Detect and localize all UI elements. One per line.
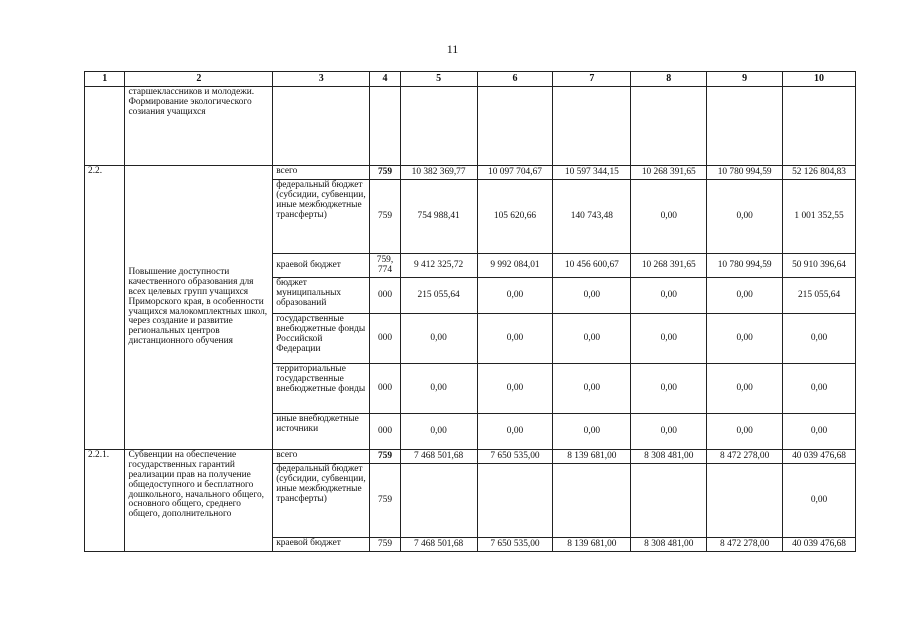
value-col-8: 10 268 391,65 — [631, 254, 707, 278]
value-col-10: 0,00 — [783, 414, 856, 450]
value-col-6: 7 650 535,00 — [477, 450, 553, 464]
value-col-5: 7 468 501,68 — [400, 450, 477, 464]
value-col-7 — [553, 464, 631, 538]
header-col-9: 9 — [707, 72, 783, 87]
value-col-10: 1 001 352,55 — [783, 180, 856, 254]
funding-source: краевой бюджет — [273, 538, 370, 552]
header-col-2: 2 — [125, 72, 273, 87]
budget-code: 759 — [370, 464, 400, 538]
value-col-7: 0,00 — [553, 364, 631, 414]
budget-code: 759 — [370, 538, 400, 552]
value-col-8: 0,00 — [631, 414, 707, 450]
subsection-index: 2.2.1. — [85, 450, 125, 552]
header-col-3: 3 — [273, 72, 370, 87]
value-col-8: 10 268 391,65 — [631, 166, 707, 180]
value-col-9 — [707, 464, 783, 538]
value-col-6: 105 620,66 — [477, 180, 553, 254]
value-col-8: 0,00 — [631, 314, 707, 364]
value-col-6: 0,00 — [477, 364, 553, 414]
value-col-8: 8 308 481,00 — [631, 538, 707, 552]
value-col-5 — [400, 464, 477, 538]
funding-source: федеральный бюджет (субсидии, субвенции, иные межбюджетные трансферты) — [273, 180, 370, 254]
value-col-10: 52 126 804,83 — [783, 166, 856, 180]
value-col-8 — [631, 464, 707, 538]
value-col-7: 10 597 344,15 — [553, 166, 631, 180]
value-col-7: 0,00 — [553, 314, 631, 364]
value-col-6: 9 992 084,01 — [477, 254, 553, 278]
continuation-text: старшеклассников и молодежи. Формирование экологического созиания учащихся — [125, 87, 273, 166]
value-col-9: 0,00 — [707, 314, 783, 364]
value-col-8: 0,00 — [631, 364, 707, 414]
value-col-5: 0,00 — [400, 314, 477, 364]
header-col-6: 6 — [477, 72, 553, 87]
value-col-7: 10 456 600,67 — [553, 254, 631, 278]
value-col-9: 0,00 — [707, 278, 783, 314]
value-col-6: 0,00 — [477, 414, 553, 450]
value-col-5: 0,00 — [400, 414, 477, 450]
continuation-row — [85, 87, 856, 166]
budget-code: 000 — [370, 414, 400, 450]
value-col-10: 0,00 — [783, 464, 856, 538]
header-col-5: 5 — [400, 72, 477, 87]
budget-code: 000 — [370, 278, 400, 314]
value-col-7: 0,00 — [553, 278, 631, 314]
funding-source: федеральный бюджет (субсидии, субвенции, иные межбюджетные трансферты) — [273, 464, 370, 538]
value-col-9: 0,00 — [707, 180, 783, 254]
header-row — [85, 72, 856, 87]
budget-code: 759 — [370, 450, 400, 464]
section-index: 2.2. — [85, 166, 125, 450]
subsection-name: Субвенции на обеспечение государственных гарантий реализации прав на получение общедоступного и бесплатного дошкольного, начального общего, основного общего, среднего общего, дополнительного — [125, 450, 273, 552]
value-col-5: 754 988,41 — [400, 180, 477, 254]
value-col-9: 0,00 — [707, 414, 783, 450]
budget-code: 759 — [370, 180, 400, 254]
section-name: Повышение доступности качественного образования для всех целевых групп учащихся Приморского края, в особенности учащихся малокомплектных школ, через создание и развитие региональных центров дистанционного обучения — [125, 166, 273, 450]
value-col-10: 40 039 476,68 — [783, 538, 856, 552]
value-col-7: 8 139 681,00 — [553, 538, 631, 552]
value-col-6: 10 097 704,67 — [477, 166, 553, 180]
header-col-10: 10 — [783, 72, 856, 87]
page-number: 11 — [446, 42, 459, 56]
value-col-8: 8 308 481,00 — [631, 450, 707, 464]
header-col-7: 7 — [553, 72, 631, 87]
funding-source: бюджет муниципальных образований — [273, 278, 370, 314]
value-col-10: 40 039 476,68 — [783, 450, 856, 464]
value-col-5: 0,00 — [400, 364, 477, 414]
value-col-10: 50 910 396,64 — [783, 254, 856, 278]
value-col-9: 8 472 278,00 — [707, 538, 783, 552]
value-col-10: 0,00 — [783, 364, 856, 414]
funding-source: территориальные государственные внебюджетные фонды — [273, 364, 370, 414]
budget-code: 000 — [370, 364, 400, 414]
funding-source: иные внебюджетные источники — [273, 414, 370, 450]
continuation-index — [85, 87, 125, 166]
value-col-6: 0,00 — [477, 314, 553, 364]
budget-code: 000 — [370, 314, 400, 364]
value-col-9: 10 780 994,59 — [707, 254, 783, 278]
header-col-4: 4 — [370, 72, 400, 87]
value-col-8: 0,00 — [631, 278, 707, 314]
value-col-7: 0,00 — [553, 414, 631, 450]
funding-source: всего — [273, 450, 370, 464]
value-col-7: 140 743,48 — [553, 180, 631, 254]
value-col-9: 10 780 994,59 — [707, 166, 783, 180]
value-col-9: 0,00 — [707, 364, 783, 414]
budget-code: 759 — [370, 166, 400, 180]
funding-source: государственные внебюджетные фонды Российской Федерации — [273, 314, 370, 364]
budget-code: 759, 774 — [370, 254, 400, 278]
value-col-7: 8 139 681,00 — [553, 450, 631, 464]
table-row — [85, 166, 856, 180]
table-row — [85, 450, 856, 464]
value-col-5: 7 468 501,68 — [400, 538, 477, 552]
value-col-5: 215 055,64 — [400, 278, 477, 314]
value-col-10: 0,00 — [783, 314, 856, 364]
header-col-8: 8 — [631, 72, 707, 87]
value-col-6 — [477, 464, 553, 538]
funding-source: краевой бюджет — [273, 254, 370, 278]
value-col-6: 0,00 — [477, 278, 553, 314]
value-col-6: 7 650 535,00 — [477, 538, 553, 552]
value-col-9: 8 472 278,00 — [707, 450, 783, 464]
value-col-8: 0,00 — [631, 180, 707, 254]
value-col-5: 9 412 325,72 — [400, 254, 477, 278]
value-col-10: 215 055,64 — [783, 278, 856, 314]
header-col-1: 1 — [85, 72, 125, 87]
budget-table — [84, 71, 856, 552]
value-col-5: 10 382 369,77 — [400, 166, 477, 180]
funding-source: всего — [273, 166, 370, 180]
